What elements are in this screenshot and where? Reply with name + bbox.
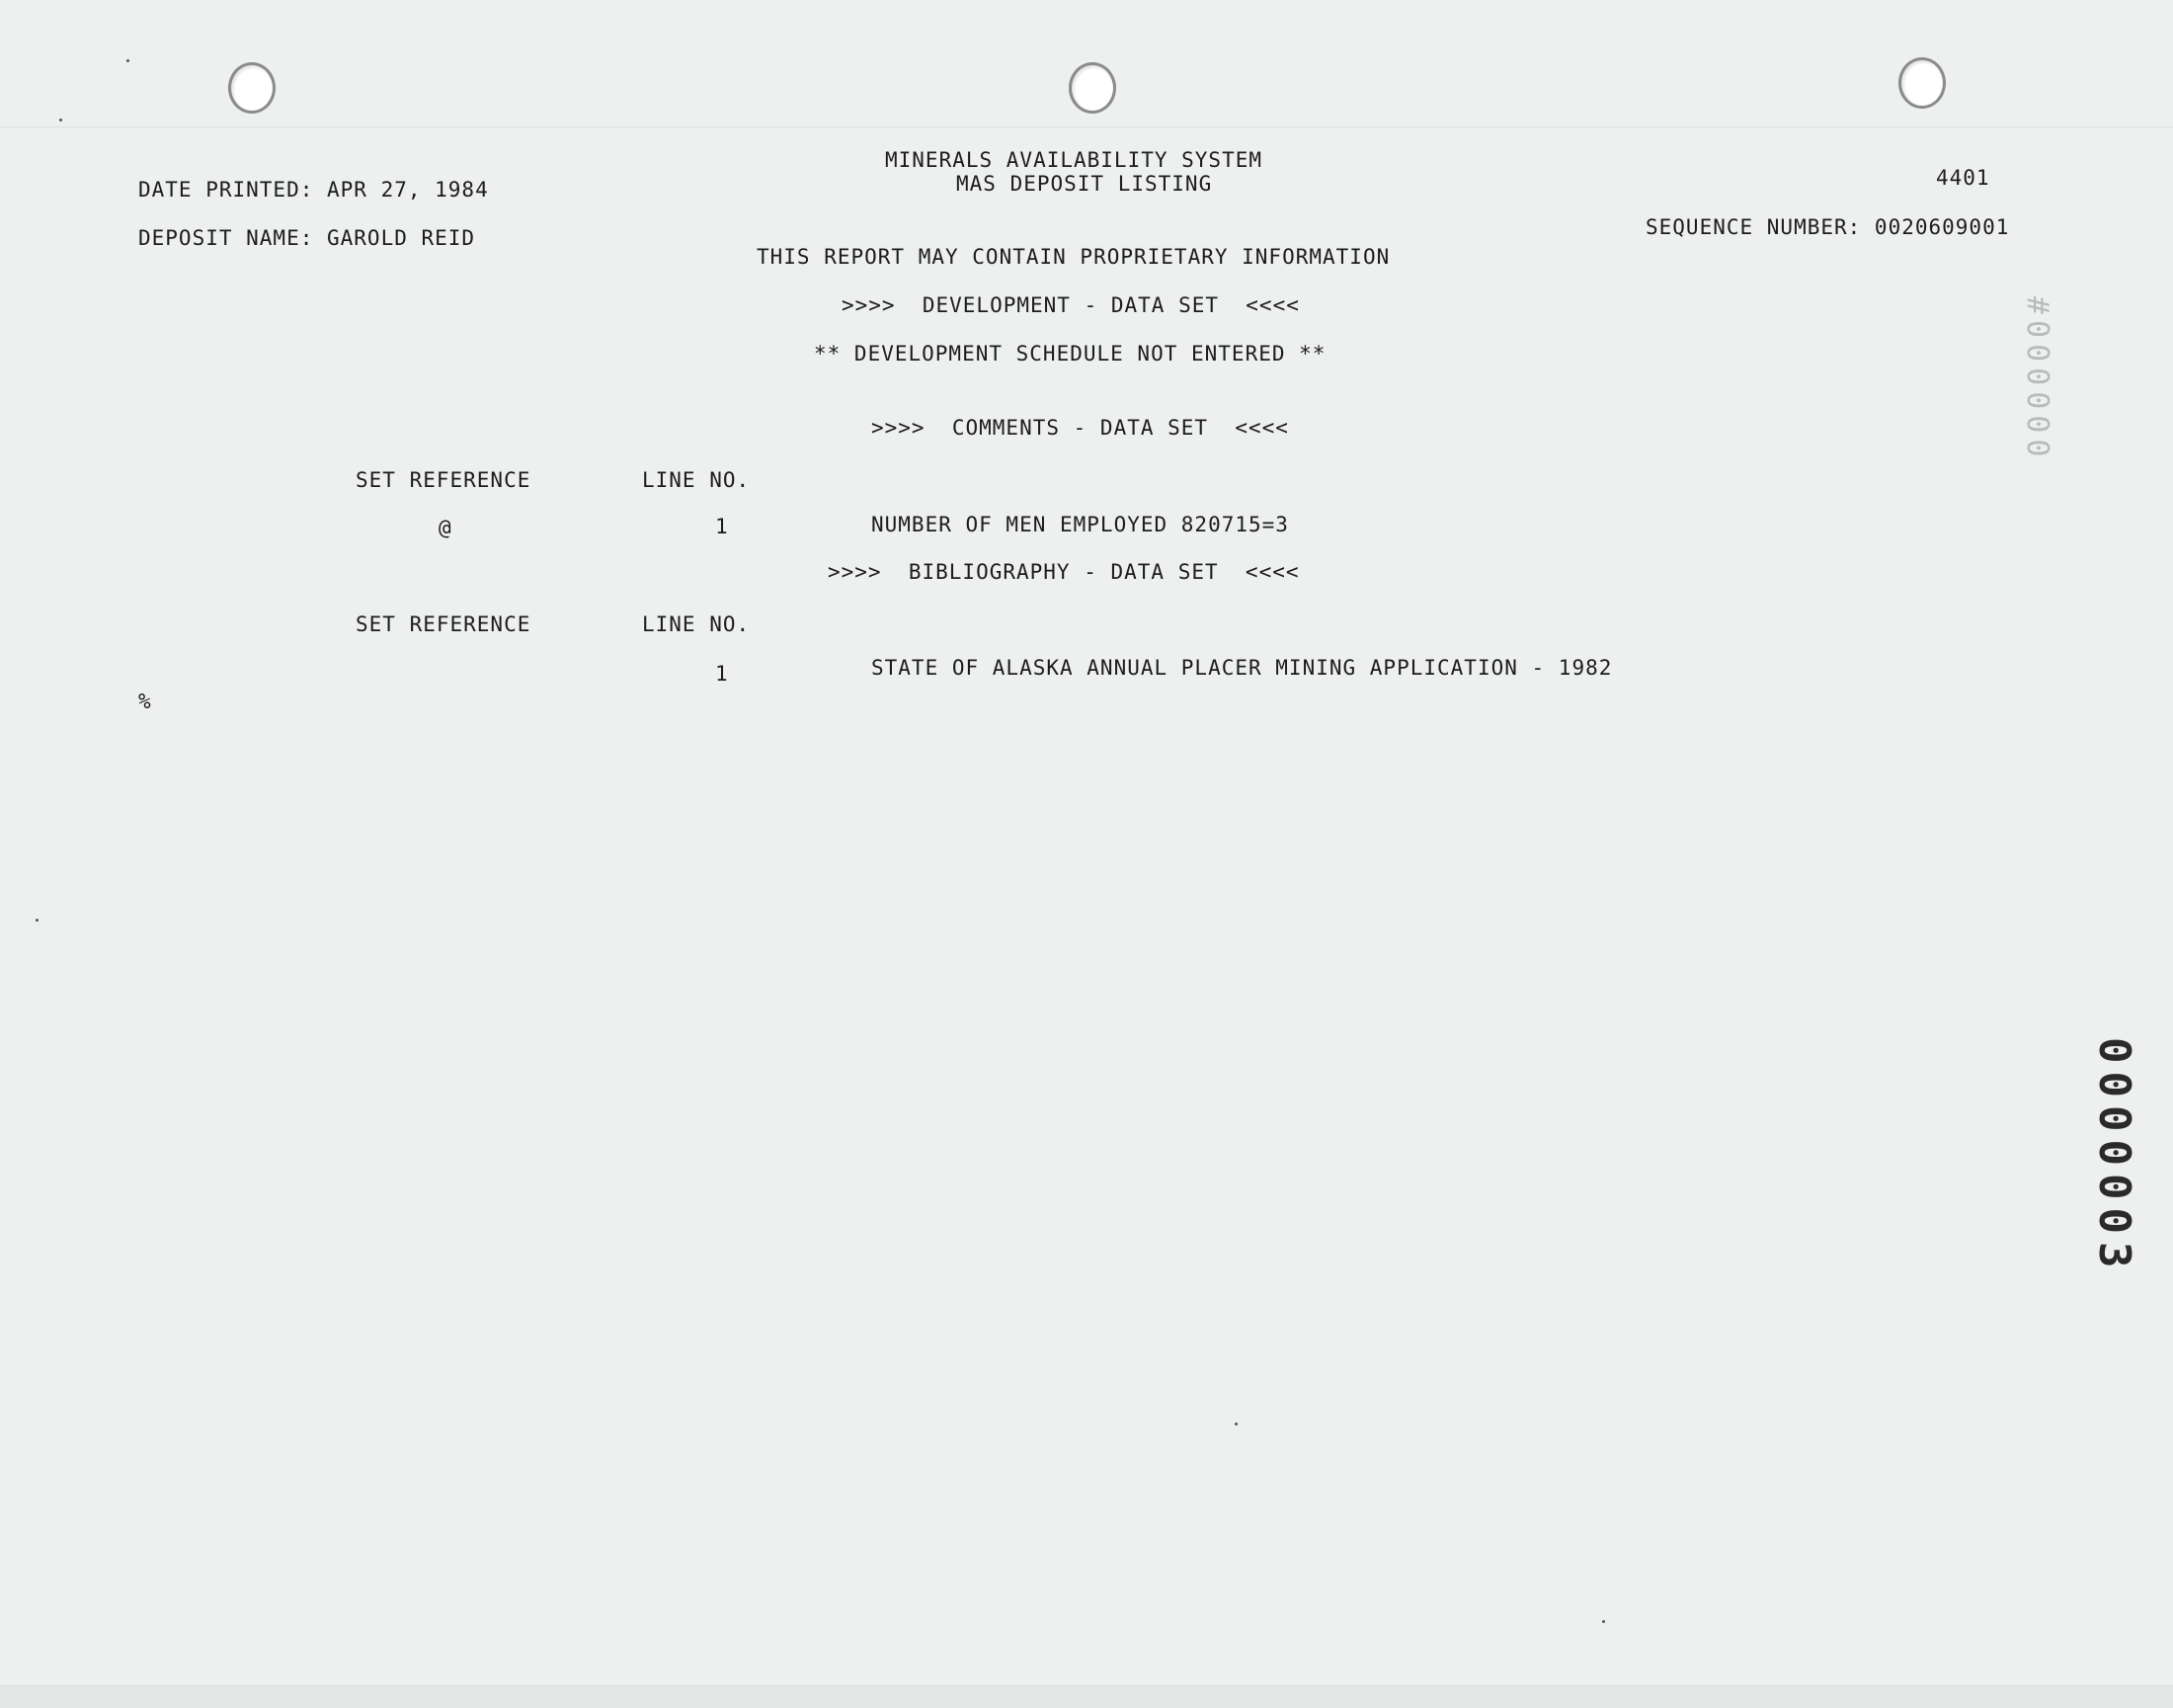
footer-percent-mark: % (138, 690, 152, 713)
comments-row-set-reference: @ (439, 516, 452, 539)
page-code: 4401 (1936, 166, 1990, 190)
listing-title: MAS DEPOSIT LISTING (956, 172, 1213, 196)
faint-stamp-number: #000000 (2020, 296, 2054, 463)
comments-row-line-no: 1 (715, 515, 729, 538)
bibliography-col-set-reference: SET REFERENCE (356, 612, 531, 636)
speck (36, 919, 39, 922)
bibliography-col-line-no: LINE NO. (642, 612, 751, 636)
comments-col-line-no: LINE NO. (642, 468, 751, 492)
development-note: ** DEVELOPMENT SCHEDULE NOT ENTERED ** (814, 342, 1327, 366)
bibliography-heading: >>>> BIBLIOGRAPHY - DATA SET <<<< (828, 560, 1300, 584)
comments-row-text: NUMBER OF MEN EMPLOYED 820715=3 (871, 513, 1289, 536)
bibliography-row-text: STATE OF ALASKA ANNUAL PLACER MINING APPLICATION - 1982 (871, 656, 1613, 680)
sequence-number: SEQUENCE NUMBER: 0020609001 (1646, 215, 2010, 239)
comments-heading: >>>> COMMENTS - DATA SET <<<< (871, 416, 1289, 440)
development-heading: >>>> DEVELOPMENT - DATA SET <<<< (842, 293, 1300, 317)
deposit-name: DEPOSIT NAME: GAROLD REID (138, 226, 476, 250)
bottom-strip (0, 1685, 2173, 1708)
speck (1235, 1423, 1238, 1425)
punch-hole-left (228, 62, 276, 114)
bibliography-row-line-no: 1 (715, 662, 729, 686)
speck (1602, 1620, 1605, 1623)
system-title: MINERALS AVAILABILITY SYSTEM (885, 148, 1263, 172)
date-printed: DATE PRINTED: APR 27, 1984 (138, 178, 489, 202)
perforation-line (0, 126, 2173, 127)
speck (59, 119, 62, 122)
speck (126, 59, 129, 62)
punch-hole-center (1069, 62, 1116, 114)
proprietary-notice: THIS REPORT MAY CONTAIN PROPRIETARY INFORMATION (757, 245, 1391, 269)
dark-stamp-number: 0000003 (2089, 1037, 2139, 1276)
punch-hole-right (1898, 57, 1946, 109)
comments-col-set-reference: SET REFERENCE (356, 468, 531, 492)
